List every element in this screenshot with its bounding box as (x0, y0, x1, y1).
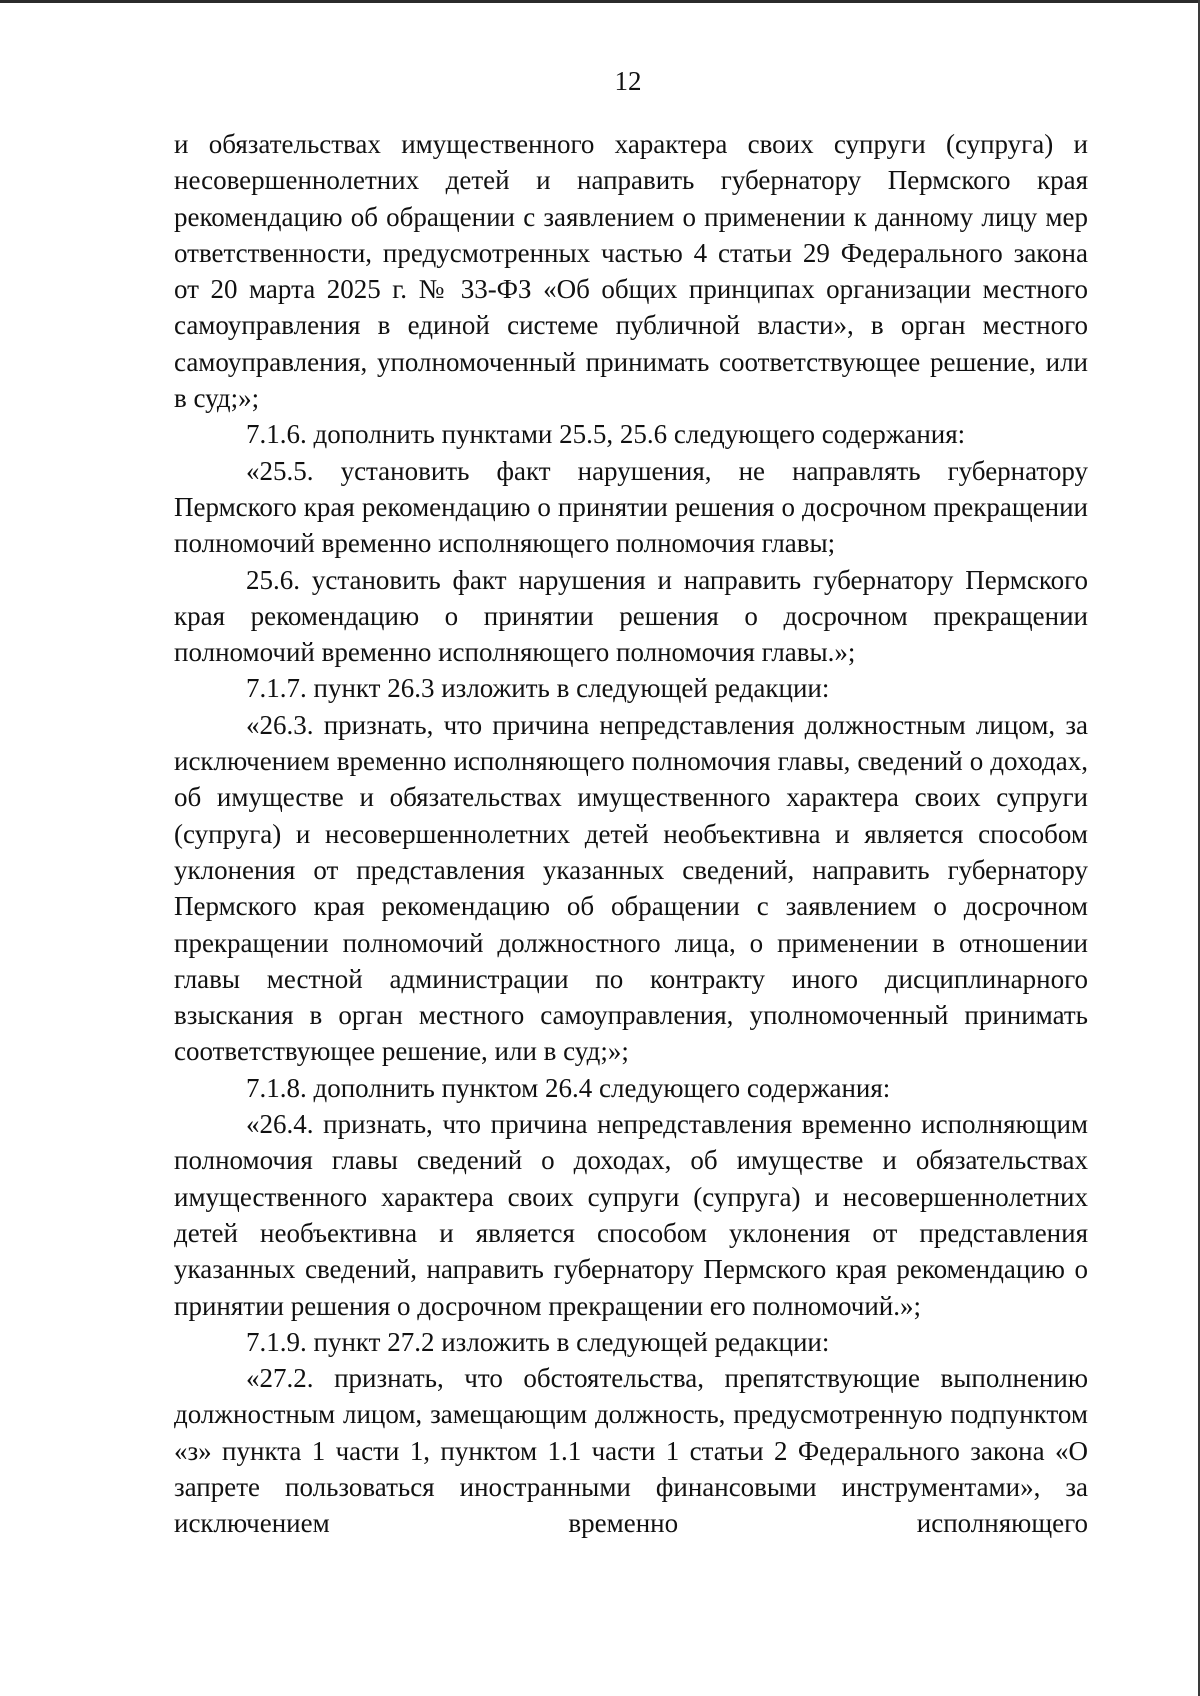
paragraph-item-26-3: «26.3. признать, что причина непредставления должностным лицом, за исключением временно исполняющего полномочия главы, сведений о доходах, об имуществе и обязательствах имущественного характера своих супруги (супруга) и несовершеннолетних детей необъективна и является способом уклонения от представления указанных сведений, направить губернатору Пермского края рекомендацию об обращении с заявлением о досрочном прекращении полномочий должностного лица, о применении в отношении главы местной администрации по контракту иного дисциплинарного взыскания в орган местного самоуправления, уполномоченный принимать соответствующее решение, или в суд;»; (174, 709, 1088, 1067)
paragraph-clause-7-1-9: 7.1.9. пункт 27.2 изложить в следующей редакции: (246, 1326, 830, 1357)
page-number: 12 (614, 66, 642, 96)
paragraph-item-26-4: «26.4. признать, что причина непредставления временно исполняющим полномочия главы сведений о доходах, об имуществе и обязательствах имущественного характера своих супруги (супруга) и несовершеннолетних детей необъективна и является способом уклонения от представления указанных сведений, направить губернатору Пермского края рекомендацию о принятии решения о досрочном прекращении его полномочий.»; (174, 1109, 1088, 1321)
scan-top-edge (0, 0, 1200, 3)
paragraph-item-25-5: «25.5. установить факт нарушения, не направлять губернатору Пермского края рекомендацию о принятии решения о досрочном прекращении полномочий временно исполняющего полномочия главы; (174, 455, 1088, 559)
paragraph-clause-7-1-7: 7.1.7. пункт 26.3 изложить в следующей редакции: (246, 673, 830, 704)
paragraph-item-25-6: 25.6. установить факт нарушения и направить губернатору Пермского края рекомендацию о принятии решения о досрочном прекращении полномочий временно исполняющего полномочия главы.»; (174, 564, 1088, 668)
document-body (174, 126, 1088, 1542)
paragraph-item-27-2: «27.2. признать, что обстоятельства, препятствующие выполнению должностным лицом, замещающим должность, предусмотренную подпунктом «з» пункта 1 части 1, пунктом 1.1 части 1 статьи 2 Федерального закона «О запрете пользоваться иностранными финансовыми инструментами», за исключением временно исполняющего (174, 1363, 1088, 1539)
paragraph-clause-7-1-6: 7.1.6. дополнить пунктами 25.5, 25.6 следующего содержания: (246, 419, 966, 450)
paragraph-continuation: и обязательствах имущественного характера своих супруги (супруга) и несовершеннолетних детей и направить губернатору Пермского края рекомендацию об обращении с заявлением о применении к данному лицу мер ответственности, предусмотренных частью 4 статьи 29 Федерального закона от 20 марта 2025 г. № 33-ФЗ «Об общих принципах организации местного самоуправления в единой системе публичной власти», в орган местного самоуправления, уполномоченный принимать соответствующее решение, или в суд;»; (174, 129, 1088, 414)
paragraph-clause-7-1-8: 7.1.8. дополнить пунктом 26.4 следующего содержания: (246, 1072, 891, 1103)
